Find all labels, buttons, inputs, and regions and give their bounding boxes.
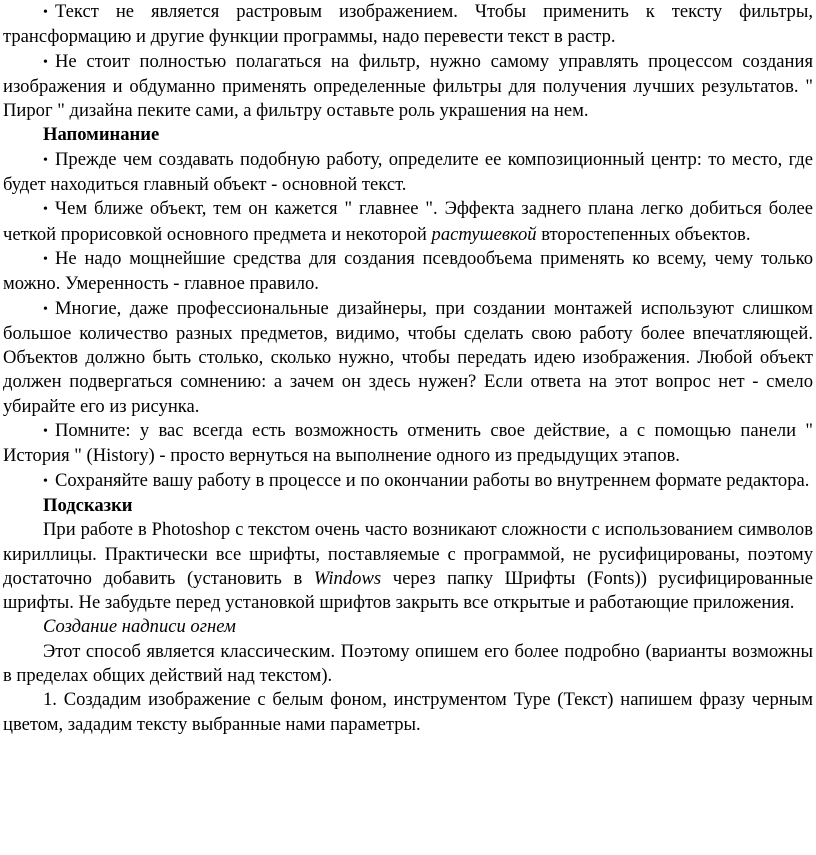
emphasis-text: растушевкой: [431, 223, 537, 245]
bullet-icon: [43, 470, 55, 491]
bullet-paragraph-raster: [3, 0, 813, 50]
paragraph-text: При работе в Photoshop с текстом очень часто возникают сложности с использованием символов кириллицы. Практически все шрифты, поставляемые с программой, не русифицированы, поэтому достаточно добавить (установить в: [3, 519, 813, 589]
heading-reminder: Напоминание: [43, 124, 160, 146]
paragraph-text: Помните: у вас всегда есть возможность отменить свое действие, а с помощью панели " История " (History) - просто вернуться на выполнение одного из предыдущих этапов.: [3, 420, 813, 467]
paragraph-text: Не надо мощнейшие средства для создания псевдообъема применять ко всему, чему только можно. Умеренность - главное правило.: [3, 247, 813, 295]
paragraph-classic-method: Этот способ является классическим. Поэтому опишем его более подробно (варианты возможны в пределах общих действий над текстом).: [3, 640, 813, 687]
paragraph-step-1: 1. Создадим изображение с белым фоном, инструментом Type (Текст) напишем фразу черным цветом, зададим тексту выбранные нами параметры.: [3, 689, 813, 735]
bullet-paragraph-filter: [3, 50, 813, 124]
paragraph-text: второстепенных объектов.: [536, 223, 751, 245]
bullet-paragraph-designers: [3, 297, 813, 419]
paragraph-cyrillic: [3, 518, 813, 615]
subheading-fire-text: Создание надписи огнем: [43, 616, 236, 638]
bullet-paragraph-closer-object: [3, 197, 813, 247]
paragraph-text: Многие, даже профессиональные дизайнеры, при создании монтажей используют слишком большое количество разных предметов, видимо, чтобы сделать свою работу более впечатляющей. Объектов должно быть столько, сколько нужно, чтобы передать идею изображения. Любой объект должен подвергаться сомнению: а зачем он здесь нужен? Если ответа на этот вопрос нет - смело убирайте его из рисунка.: [3, 297, 813, 417]
emphasis-text: Windows: [313, 567, 382, 589]
heading-tips: Подсказки: [43, 494, 133, 516]
paragraph-text: Не стоит полностью полагаться на фильтр, нужно самому управлять процессом создания изображения и обдуманно применять определенные фильтры для получения лучших результатов. " Пирог " дизайна пеките сами, а фильтру оставьте роль украшения на нем.: [3, 50, 813, 122]
bullet-icon: [43, 248, 55, 269]
paragraph-text: Чем ближе объект, тем он кажется " главнее ". Эффекта заднего плана легко добиться более четкой прорисовкой основного предмета и некоторой: [3, 198, 813, 245]
bullet-paragraph-moderation: [3, 247, 813, 297]
bullet-paragraph-composition: [3, 148, 813, 198]
bullet-paragraph-save: [3, 469, 813, 494]
bullet-icon: [43, 149, 55, 170]
bullet-icon: [43, 420, 55, 441]
bullet-icon: [43, 198, 55, 219]
bullet-paragraph-history: [3, 419, 813, 469]
bullet-icon: [43, 298, 55, 319]
paragraph-text: через папку Шрифты (Fonts)) русифицированные шрифты. Не забудьте перед установкой шрифтов закрыть все открытые и работающие приложения.: [3, 567, 813, 614]
paragraph-text: Прежде чем создавать подобную работу, определите ее композиционный центр: то место, где будет находиться главный объект - основной текст.: [3, 148, 813, 196]
bullet-icon: [43, 1, 55, 22]
bullet-icon: [43, 51, 55, 72]
paragraph-text: Текст не является растровым изображением. Чтобы применить к тексту фильтры, трансформацию и другие функции программы, надо перевести текст в растр.: [3, 1, 813, 48]
paragraph-text: Сохраняйте вашу работу в процессе и по окончании работы во внутреннем формате редактора.: [55, 469, 810, 491]
